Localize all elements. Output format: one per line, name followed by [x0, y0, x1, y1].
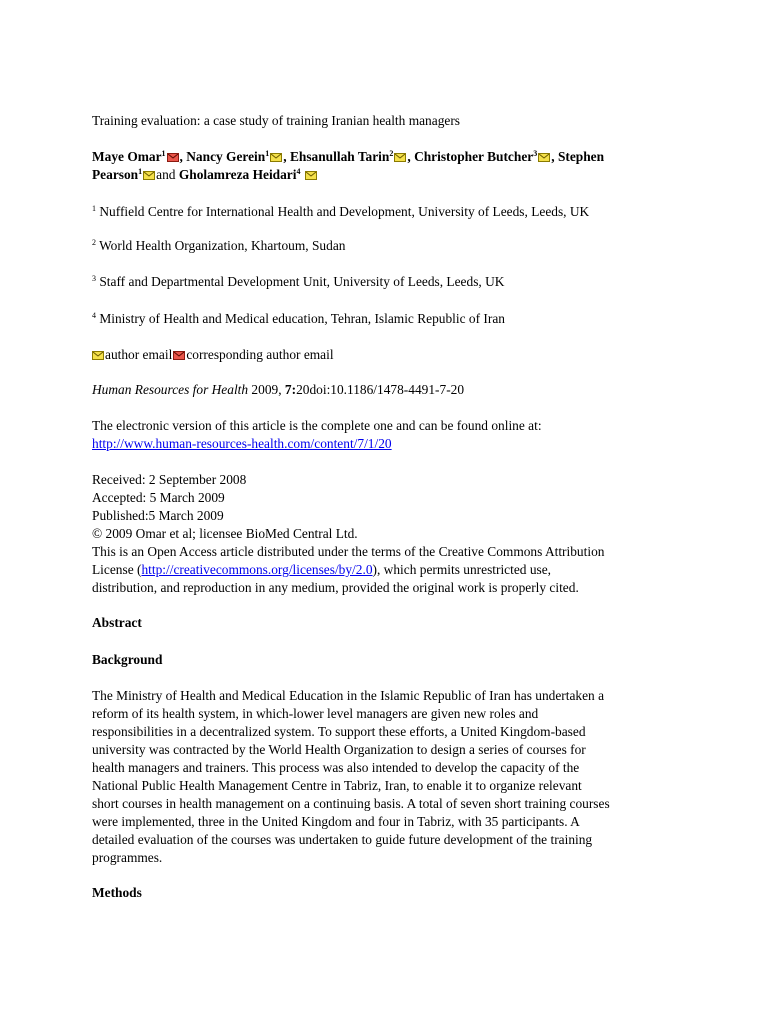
- author-name: Christopher Butcher: [414, 149, 534, 164]
- license-line: License (http://creativecommons.org/licenses/by/2.0), which permits unrestricted use,: [92, 562, 552, 577]
- copyright: © 2009 Omar et al; licensee BioMed Central Ltd.: [92, 526, 358, 541]
- methods-heading: Methods: [92, 885, 142, 900]
- background-text-line: short courses in health management on a continuing basis. A total of seven short training courses: [92, 796, 610, 811]
- yellow-envelope-icon[interactable]: [538, 153, 550, 162]
- received-date: Received: 2 September 2008: [92, 472, 247, 487]
- author-list-line-1: Maye Omar$^1$ , Nancy Gerein$^1$ , Ehsanullah Tarin$^2$ , Christopher Butcher$^3$ , Stephen: [92, 149, 605, 164]
- red-envelope-icon[interactable]: [167, 153, 179, 162]
- yellow-envelope-icon[interactable]: [270, 153, 282, 162]
- email-legend: author email corresponding author email: [92, 346, 334, 364]
- author-name: Gholamreza Heidari: [178, 167, 297, 182]
- journal-name: Human Resources for Health: [92, 382, 249, 397]
- background-text-line: responsibilities in a decentralized system. To support these efforts, a United Kingdom-based: [92, 724, 586, 739]
- license-line: distribution, and reproduction in any medium, provided the original work is properly cited.: [92, 580, 579, 595]
- accepted-date: Accepted: 5 March 2009: [92, 490, 225, 505]
- author-list-line-2: Pearson$^1$ and Gholamreza Heidari$^4$: [92, 166, 318, 184]
- background-text-line: health managers and trainers. This process was also intended to develop the capacity of the: [92, 760, 580, 775]
- yellow-envelope-icon[interactable]: [394, 153, 406, 162]
- background-text-line: National Public Health Management Centre in Tabriz, Iran, to enable it to organize relevant: [92, 778, 582, 793]
- background-text-line: detailed evaluation of the courses was undertaken to guide future development of the training: [92, 832, 593, 847]
- author-name: Ehsanullah Tarin: [289, 149, 390, 164]
- published-date: Published:5 March 2009: [92, 508, 224, 523]
- abstract-heading: Abstract: [92, 615, 142, 630]
- background-heading: Background: [92, 652, 163, 667]
- background-text-line: were implemented, three in the United Kingdom and four in Tabriz, with 35 participants. A: [92, 814, 580, 829]
- yellow-envelope-icon[interactable]: [143, 171, 155, 180]
- author-name: Nancy Gerein: [186, 149, 266, 164]
- article-title: Training evaluation: a case study of training Iranian health managers: [92, 113, 461, 128]
- license-url-link[interactable]: http://creativecommons.org/licenses/by/2.0: [141, 562, 373, 577]
- author-name: Pearson: [92, 167, 139, 182]
- online-note: The electronic version of this article is the complete one and can be found online at:: [92, 418, 542, 433]
- license-line: This is an Open Access article distributed under the terms of the Creative Commons Attribution: [92, 544, 605, 559]
- article-url-link[interactable]: http://www.human-resources-health.com/content/7/1/20: [92, 436, 392, 451]
- background-text-line: reform of its health system, in which-lower level managers are given new roles and: [92, 706, 539, 721]
- author-name: Maye Omar: [92, 149, 162, 164]
- affiliation: $^4$ Ministry of Health and Medical education, Tehran, Islamic Republic of Iran: [92, 311, 505, 326]
- background-text-line: programmes.: [92, 850, 163, 865]
- affiliation: $^1$ Nuffield Centre for International Health and Development, University of Leeds, Leeds, UK: [92, 204, 590, 219]
- affiliation: $^3$ Staff and Departmental Development Unit, University of Leeds, Leeds, UK: [92, 274, 505, 289]
- red-envelope-icon: [173, 351, 185, 360]
- article-url-link-wrapper: [92, 435, 392, 453]
- citation: Human Resources for Health 2009, 7:20doi:10.1186/1478-4491-7-20: [92, 382, 465, 397]
- author-name: Stephen: [557, 149, 605, 164]
- background-text-line: university was contracted by the World Health Organization to design a series of courses for: [92, 742, 586, 757]
- affiliation: $^2$ World Health Organization, Khartoum, Sudan: [92, 238, 346, 253]
- yellow-envelope-icon[interactable]: [305, 171, 317, 180]
- yellow-envelope-icon: [92, 351, 104, 360]
- background-text-line: The Ministry of Health and Medical Education in the Islamic Republic of Iran has undertaken a: [92, 688, 605, 703]
